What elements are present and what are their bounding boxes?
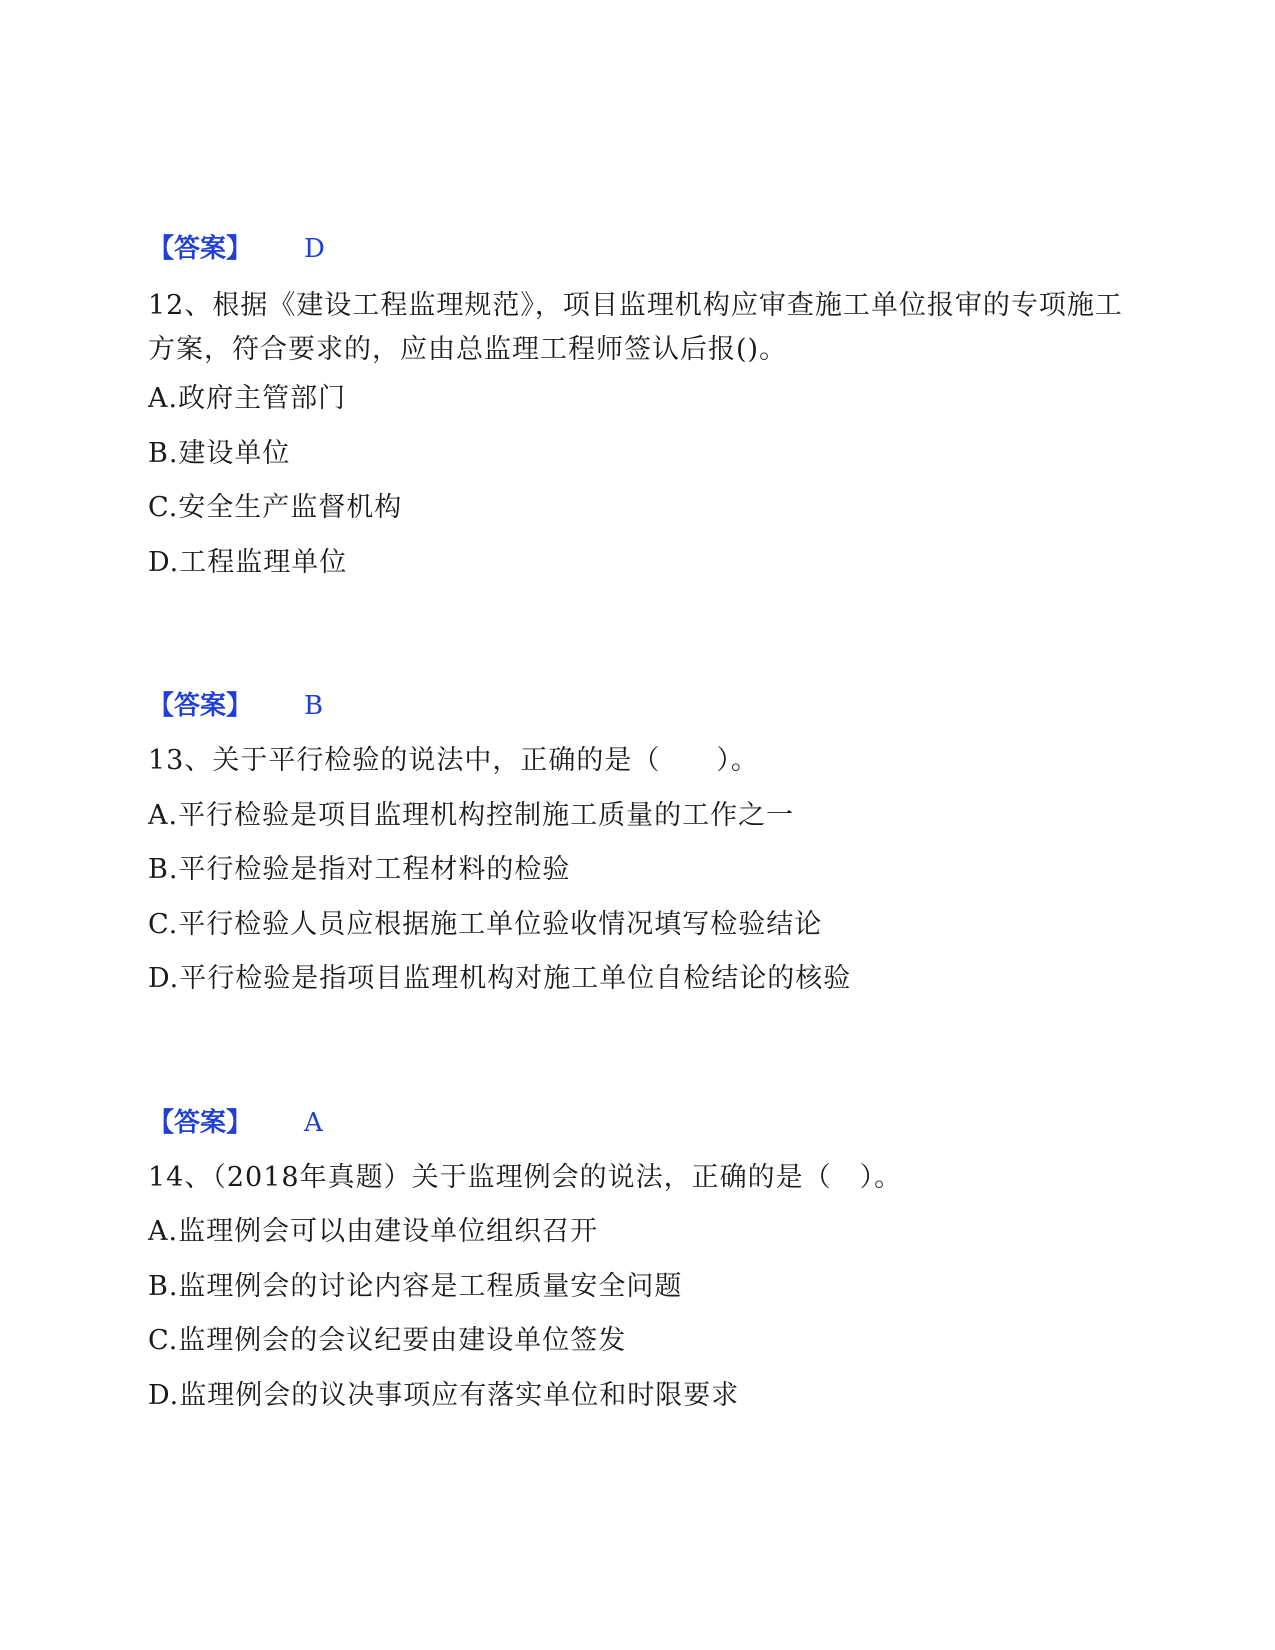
answer-label: 【答案】 [148, 234, 253, 264]
question-text: 13、关于平行检验的说法中，正确的是（ ）。 [148, 745, 759, 776]
question-13-option-a [148, 798, 1128, 834]
question-14-option-a [148, 1214, 1128, 1250]
option-c: C.平行检验人员应根据施工单位验收情况填写检验结论 [148, 909, 823, 940]
question-12 [148, 284, 1128, 372]
question-text: 12、根据《建设工程监理规范》，项目监理机构应审查施工单位报审的专项施工方案，符合要求的，应由总监理工程师签认后报()。 [148, 290, 1123, 365]
option-a: A.监理例会可以由建设单位组织召开 [148, 1216, 599, 1247]
question-14 [148, 1160, 1128, 1196]
option-b: B.建设单位 [148, 438, 291, 469]
answer-line-2 [148, 689, 1128, 723]
question-12-option-c [148, 490, 1128, 526]
option-d: D.监理例会的议决事项应有落实单位和时限要求 [148, 1380, 740, 1411]
question-text: 14、（2018年真题）关于监理例会的说法，正确的是（ ）。 [148, 1162, 903, 1193]
option-b: B.监理例会的讨论内容是工程质量安全问题 [148, 1271, 683, 1302]
question-14-option-d [148, 1378, 1128, 1414]
question-12-option-a [148, 381, 1128, 417]
question-12-option-b [148, 436, 1128, 472]
answer-value: A [304, 1108, 323, 1138]
option-c: C.监理例会的会议纪要由建设单位签发 [148, 1325, 627, 1356]
answer-value: D [304, 234, 325, 264]
question-14-option-c [148, 1323, 1128, 1359]
answer-line-1 [148, 232, 1128, 266]
option-d: D.平行检验是指项目监理机构对施工单位自检结论的核验 [148, 963, 852, 994]
answer-label: 【答案】 [148, 691, 253, 721]
question-13-option-b [148, 852, 1128, 888]
question-13-option-c [148, 907, 1128, 943]
answer-value: B [304, 691, 324, 721]
question-14-option-b [148, 1269, 1128, 1305]
option-a: A.政府主管部门 [148, 383, 347, 414]
question-13-option-d [148, 961, 1128, 997]
question-12-option-d [148, 545, 1128, 581]
option-b: B.平行检验是指对工程材料的检验 [148, 854, 571, 885]
question-13 [148, 743, 1128, 779]
option-d: D.工程监理单位 [148, 547, 348, 578]
answer-line-3 [148, 1106, 1128, 1140]
option-c: C.安全生产监督机构 [148, 492, 403, 523]
answer-label: 【答案】 [148, 1108, 253, 1138]
option-a: A.平行检验是项目监理机构控制施工质量的工作之一 [148, 800, 795, 831]
